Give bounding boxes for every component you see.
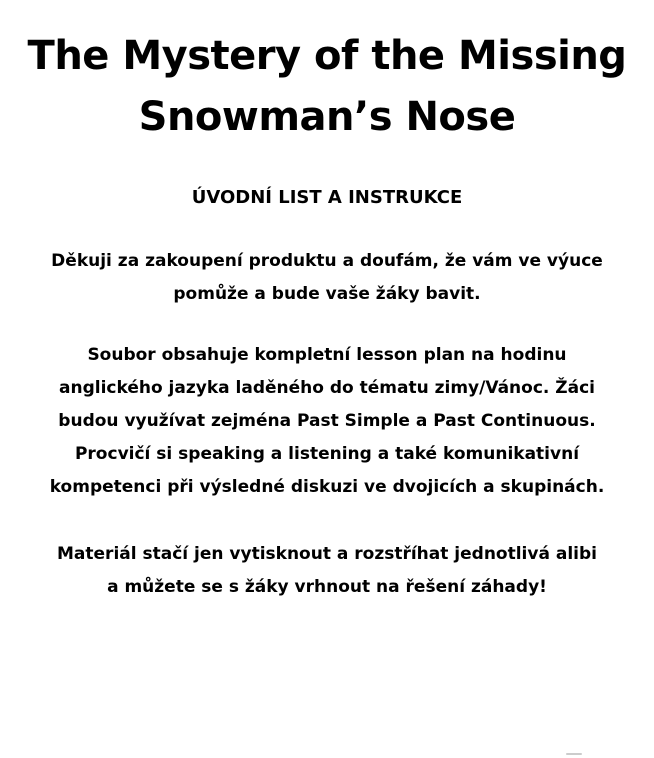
text-line: Materiál stačí jen vytisknout a rozstříhat jednotlivá alibi [57, 544, 597, 564]
content-description-paragraph [20, 339, 634, 504]
text-line: Soubor obsahuje kompletní lesson plan na hodinu [87, 345, 567, 365]
page-title [0, 26, 654, 148]
text-line: a můžete se s žáky vrhnout na řešení záhady! [107, 577, 547, 597]
instructions-paragraph [20, 538, 634, 604]
text-line: Děkuji za zakoupení produktu a doufám, že vám ve výuce [51, 251, 603, 271]
text-line: pomůže a bude vaše žáky bavit. [173, 284, 481, 304]
text-line: kompetenci při výsledné diskuzi ve dvojicích a skupinách. [49, 477, 605, 497]
title-line: Snowman’s Nose [138, 94, 516, 140]
text-line: anglického jazyka laděného do tématu zimy/Vánoc. Žáci [59, 378, 595, 398]
text-line: budou využívat zejména Past Simple a Past Continuous. [58, 411, 596, 431]
section-heading: ÚVODNÍ LIST A INSTRUKCE [191, 187, 463, 208]
decorative-mark [566, 753, 582, 755]
thanks-paragraph [20, 245, 634, 311]
title-line: The Mystery of the Missing [27, 33, 627, 79]
text-line: Procvičí si speaking a listening a také komunikativní [74, 444, 580, 464]
